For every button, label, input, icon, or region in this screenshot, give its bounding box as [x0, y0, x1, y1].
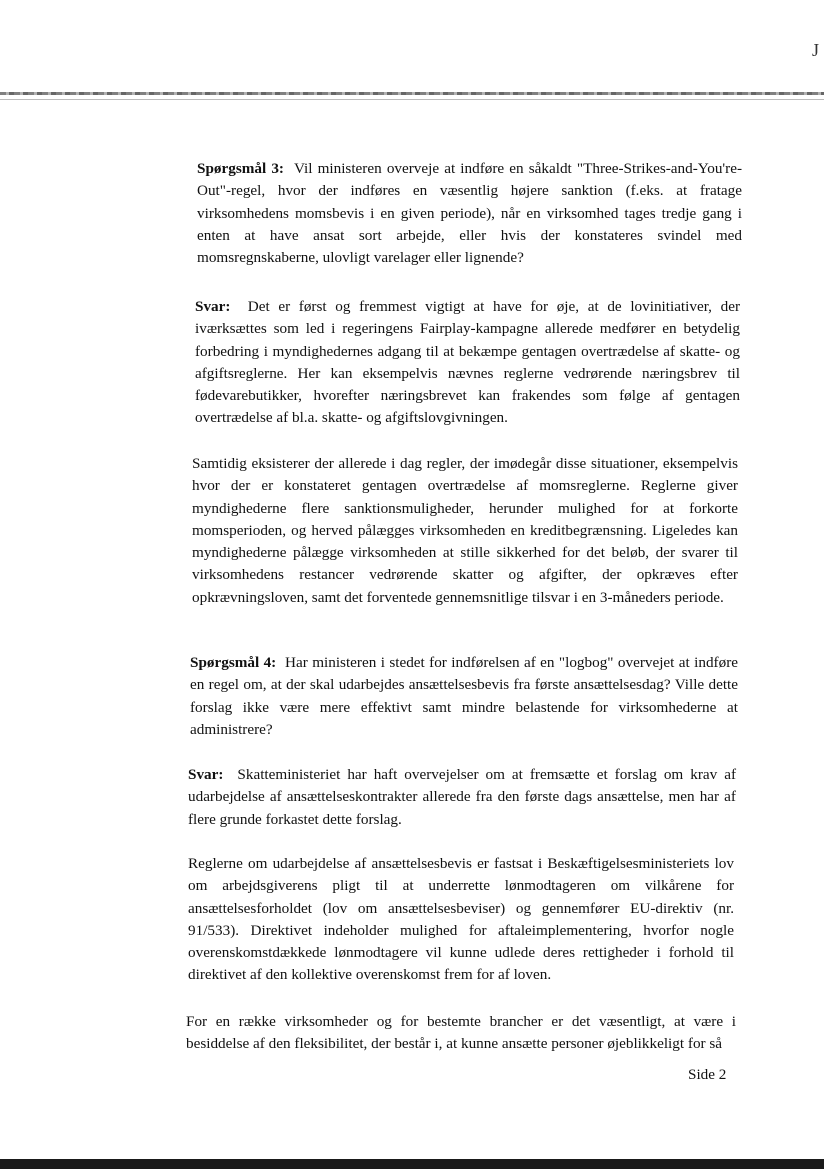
answer-4-text: Skatteministeriet har haft overvejelser om at fremsætte et forslag om krav af udarbejdelse af ansættelseskontrakter allerede fra den første dags ansættelse, men har af flere grunde forkastet dette forslag.	[188, 766, 737, 828]
answer-4-label: Svar:	[188, 766, 224, 783]
question-4	[190, 652, 738, 741]
question-3-label: Spørgsmål 3:	[197, 160, 284, 177]
question-3-text: Vil ministeren overveje at indføre en såkaldt "Three-Strikes-and-You're-Out"-regel, hvor der indføres en væsentlig højere sanktion (f.eks. at fratage virksomhedens momsbevis i en given periode), når en virksomhed tages tredje gang i enten at have ansat sort arbejde, eller hvis der konstateres svindel med momsregnskaberne, ulovligt varelager eller lignende?	[197, 160, 743, 267]
corner-mark: J	[812, 40, 820, 60]
scan-artifact-bottom-edge	[0, 1159, 824, 1169]
answer-3-continued	[192, 453, 738, 609]
answer-3-continued-text: Samtidig eksisterer der allerede i dag regler, der imødegår disse situationer, eksempelvis hvor der er konstateret gentagen overtrædelse af momsreglerne. Reglerne giver myndighederne flere sanktionsmuligheder, herunder mulighed for at forkorte momsperioden, og herved pålægges virksomheden en kreditbegrænsning. Ligeledes kan myndighederne pålægge virksomheden at stille sikkerhed for det beløb, der svarer til virksomhedens restancer vedrørende skatter og afgifter, der opkræves efter opkrævningsloven, samt det forventede gennemsnitlige tilsvar i en 3-måneders periode.	[192, 455, 738, 606]
answer-4-tail-text: For en række virksomheder og for bestemte brancher er det væsentligt, at være i besiddelse af den fleksibilitet, der består i, at kunne ansætte personer øjeblikkeligt for så	[186, 1013, 736, 1053]
answer-4-continued-text: Reglerne om udarbejdelse af ansættelsesbevis er fastsat i Beskæftigelsesministeriets lov om arbejdsgiverens pligt til at underrette lønmodtageren om vilkårene for ansættelsesforholdet (lov om ansættelsesbeviser) og gennemfører EU-direktiv (nr. 91/533). Direktivet indeholder mulighed for aftaleimplementering, hvorfor nogle overenskomstdækkede lønmodtagere vil kunne udlede deres rettigheder i forhold til direktivet af den kollektive overenskomst frem for af loven.	[188, 855, 734, 984]
answer-4-continued	[188, 853, 734, 987]
question-3	[197, 158, 742, 269]
answer-4	[188, 764, 736, 831]
answer-3	[195, 296, 740, 430]
scan-artifact-top-line	[0, 92, 824, 95]
answer-3-text: Det er først og fremmest vigtigt at have for øje, at de lovinitiativer, der iværksættes som led i regeringens Fairplay-kampagne allerede medfører en betydelig forbedring i myndighedernes adgang til at bekæmpe gentagen overtrædelse af skatte- og afgiftsreglerne. Her kan eksempelvis nævnes reglerne vedrørende næringsbrev til fødevarebutikker, hvorefter næringsbrevet kan frakendes som følge af gentagen overtrædelse af bl.a. skatte- og afgiftslovgivningen.	[195, 298, 740, 427]
scan-artifact-top-line-thin	[0, 99, 824, 100]
question-4-text: Har ministeren i stedet for indførelsen af en "logbog" overvejet at indføre en regel om, at der skal udarbejdes ansættelsesbevis fra første ansættelsesdag? Ville dette forslag ikke være mere effektivt samt mindre belastende for virksomhederne at administrere?	[190, 654, 738, 738]
question-4-label: Spørgsmål 4:	[190, 654, 277, 671]
answer-4-tail	[186, 1011, 736, 1056]
answer-3-label: Svar:	[195, 298, 231, 315]
page-number: Side 2	[688, 1066, 727, 1083]
